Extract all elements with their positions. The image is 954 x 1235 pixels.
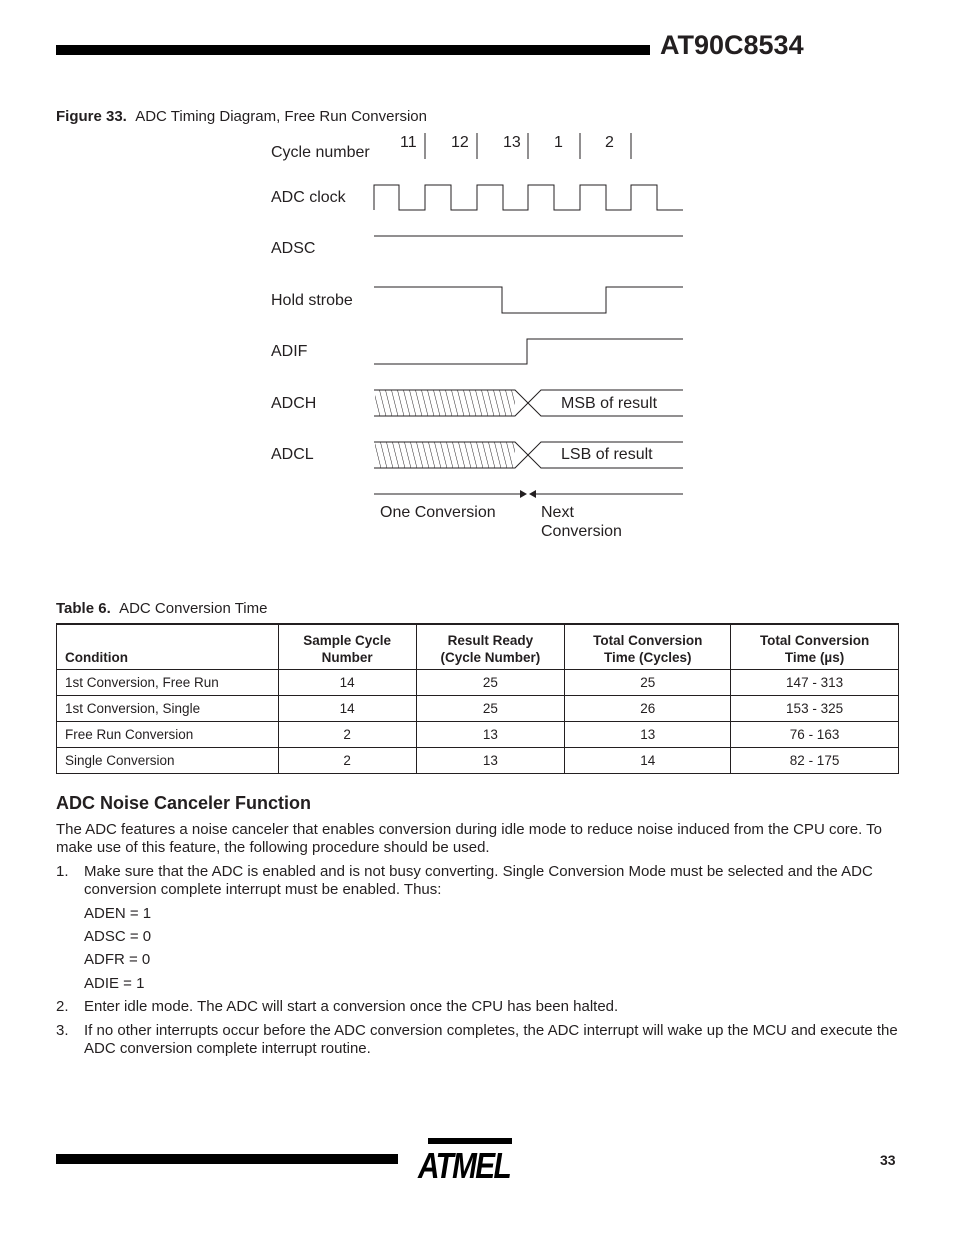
- signal-label-adsc: ADSC: [271, 240, 316, 257]
- table-row: [57, 748, 899, 774]
- arrowhead-left: [529, 490, 536, 498]
- footer-rule: [56, 1154, 398, 1164]
- adcl-invalid-hatch: [375, 442, 515, 468]
- cycle-label: 1: [554, 134, 563, 151]
- next-conversion-label-line2: Conversion: [541, 523, 622, 540]
- adc-conversion-time-table: [56, 623, 899, 774]
- table-cell: 26: [565, 696, 731, 722]
- header-result-ready: Result Ready (Cycle Number): [416, 624, 565, 670]
- table-cell: Free Run Conversion: [57, 722, 279, 748]
- table-cell: 1st Conversion, Single: [57, 696, 279, 722]
- table-cell: 13: [416, 748, 565, 774]
- intro-paragraph: The ADC features a noise canceler that enables conversion during idle mode to reduce noise induced from the CPU core. To make use of this feature, the following procedure should be used.: [56, 821, 883, 856]
- header-total-cycles: Total Conversion Time (Cycles): [565, 624, 731, 670]
- table-cell: 14: [565, 748, 731, 774]
- svg-text:ATMEL: ATMEL: [417, 1145, 511, 1186]
- cycle-label: 12: [451, 134, 469, 151]
- signal-label-hold-strobe: Hold strobe: [271, 292, 353, 309]
- table-row: [57, 670, 899, 696]
- header-total-time: Total Conversion Time (µs): [731, 624, 899, 670]
- msb-result-label: MSB of result: [561, 395, 658, 412]
- register-setting: ADSC = 0: [84, 928, 152, 945]
- table-cell: 14: [278, 696, 416, 722]
- table-title: ADC Conversion Time: [119, 600, 268, 617]
- signal-label-adcl: ADCL: [271, 446, 314, 463]
- table-caption: [56, 600, 267, 617]
- timing-diagram: [0, 0, 954, 560]
- table-cell: 147 - 313: [731, 670, 899, 696]
- step-number: 1.: [56, 863, 69, 880]
- header-sample-cycle: Sample Cycle Number: [278, 624, 416, 670]
- document-title: AT90C8534: [660, 30, 804, 60]
- cycle-number-label: Cycle number: [271, 144, 370, 161]
- table-cell: Single Conversion: [57, 748, 279, 774]
- header-condition: Condition: [57, 624, 279, 670]
- figure-title: ADC Timing Diagram, Free Run Conversion: [135, 108, 427, 125]
- table-cell: 13: [416, 722, 565, 748]
- table-cell: 25: [416, 696, 565, 722]
- table-cell: 153 - 325: [731, 696, 899, 722]
- cycle-label: 2: [605, 134, 614, 151]
- step-text: If no other interrupts occur before the ADC conversion completes, the ADC interrupt will wake up the MCU and execute the ADC conversion complete interrupt routine.: [84, 1022, 898, 1057]
- lsb-result-label: LSB of result: [561, 446, 653, 463]
- figure-label: Figure 33.: [56, 108, 127, 125]
- one-conversion-label: One Conversion: [380, 504, 496, 521]
- cycle-label: 11: [400, 134, 417, 151]
- signal-label-adc-clock: ADC clock: [271, 189, 346, 206]
- register-setting: ADFR = 0: [84, 951, 151, 968]
- table-cell: 1st Conversion, Free Run: [57, 670, 279, 696]
- register-setting: ADEN = 1: [84, 905, 152, 922]
- signal-label-adif: ADIF: [271, 343, 308, 360]
- next-conversion-label-line1: Next: [541, 504, 574, 521]
- atmel-logo: [414, 1136, 514, 1184]
- table-row: [57, 696, 899, 722]
- table-cell: 13: [565, 722, 731, 748]
- table-label: Table 6.: [56, 600, 111, 617]
- step-text: Enter idle mode. The ADC will start a conversion once the CPU has been halted.: [84, 998, 619, 1015]
- table-cell: 2: [278, 722, 416, 748]
- adch-invalid-hatch: [375, 390, 515, 416]
- signal-label-adch: ADCH: [271, 395, 317, 412]
- page-number: 33: [880, 1152, 896, 1168]
- cycle-label: 13: [503, 134, 521, 151]
- table-cell: 25: [416, 670, 565, 696]
- table-cell: 2: [278, 748, 416, 774]
- step-text: Make sure that the ADC is enabled and is not busy converting. Single Conversion Mode must be selected and the ADC conversion complete interrupt must be enabled. Thus:: [84, 863, 873, 898]
- step-number: 3.: [56, 1022, 69, 1039]
- table-cell: 76 - 163: [731, 722, 899, 748]
- register-setting: ADIE = 1: [84, 975, 145, 992]
- arrowhead-right: [520, 490, 527, 498]
- hold-strobe-waveform: [374, 287, 683, 313]
- table-cell: 25: [565, 670, 731, 696]
- adif-waveform: [374, 339, 683, 364]
- section-heading: ADC Noise Canceler Function: [56, 793, 312, 813]
- step-number: 2.: [56, 998, 69, 1015]
- adc-clock-waveform: [374, 185, 683, 210]
- table-header-row: [57, 624, 899, 670]
- table-cell: 14: [278, 670, 416, 696]
- table-cell: 82 - 175: [731, 748, 899, 774]
- table-row: [57, 722, 899, 748]
